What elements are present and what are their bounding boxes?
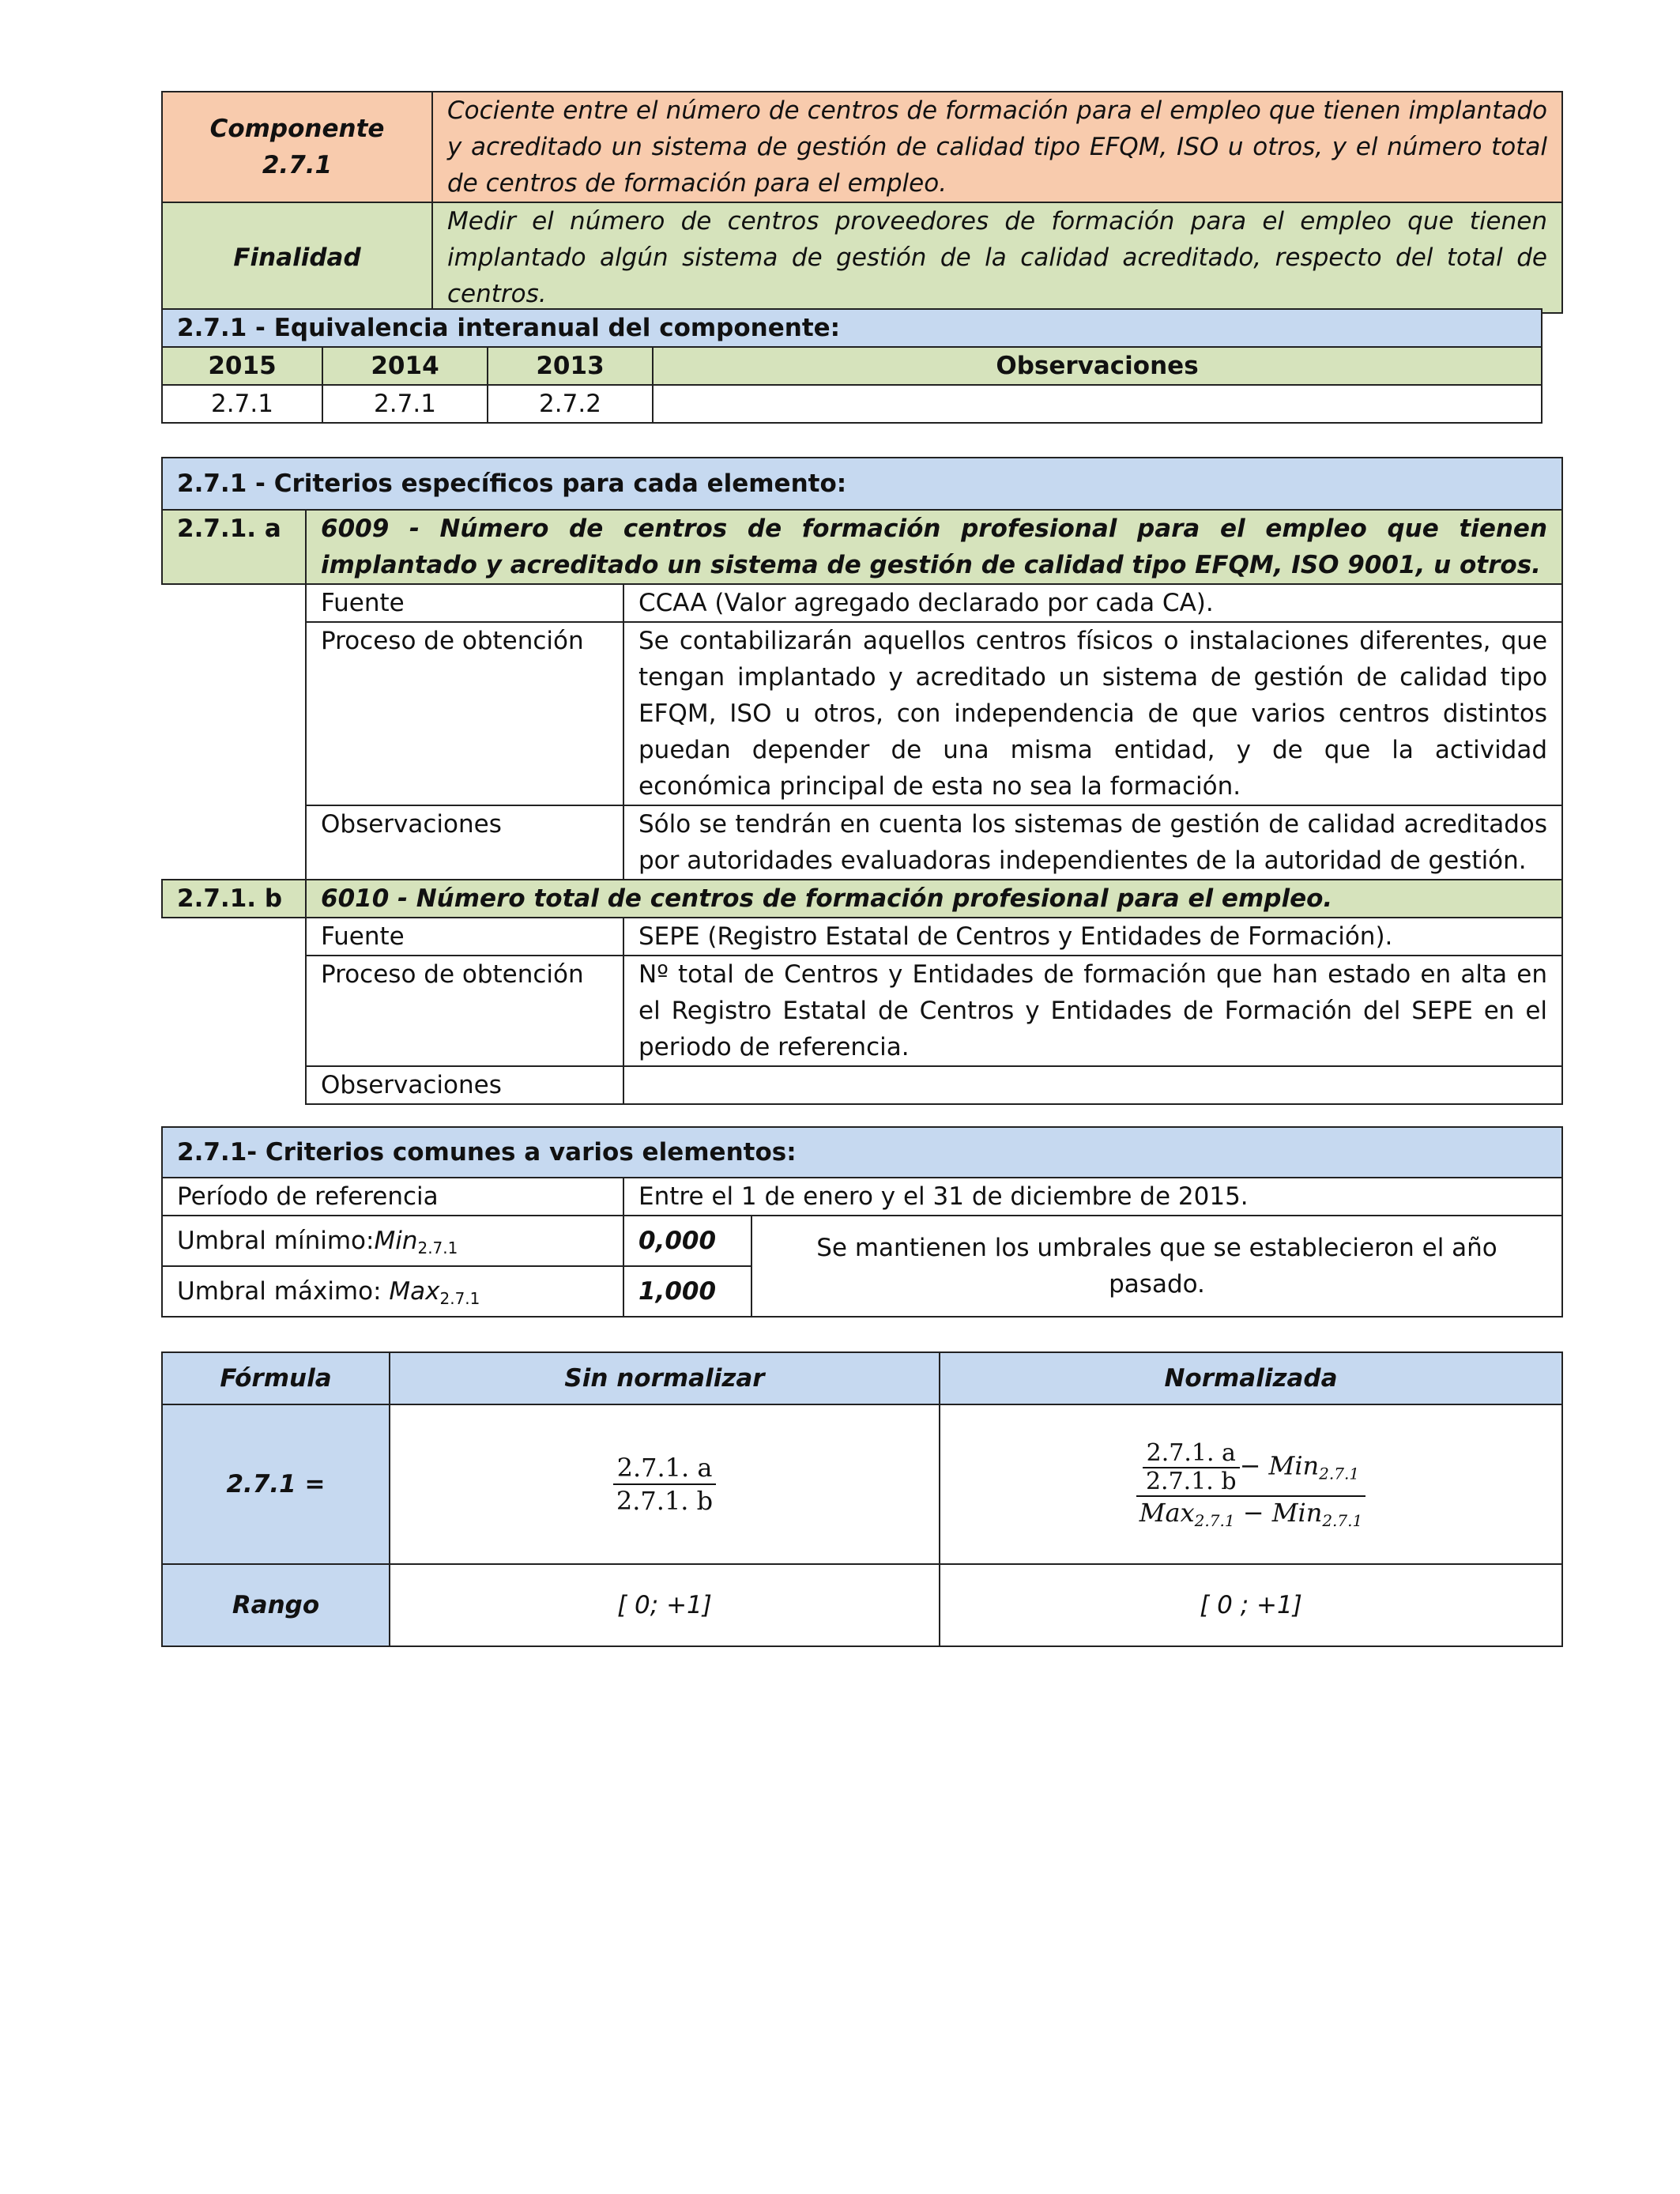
element-b-observaciones-value [623,1066,1562,1104]
normalized-den-min: − Min [1234,1498,1323,1528]
period-value: Entre el 1 de enero y el 31 de diciembre de 2015. [623,1178,1562,1216]
max-threshold-label [162,1266,623,1317]
equivalence-header-observaciones: Observaciones [653,347,1542,385]
element-a-proceso-label: Proceso de obtención [306,622,623,805]
element-a-fuente-value: CCAA (Valor agregado declarado por cada CA). [623,584,1562,622]
equivalence-header-2015: 2015 [162,347,322,385]
min-subscript: 2.7.1 [417,1238,458,1257]
criteria-table [161,457,1563,1105]
normalized-den-max-subscript: 2.7.1 [1194,1511,1235,1530]
min-label-text: Umbral mínimo: [177,1227,375,1255]
element-a-spacer [162,584,306,880]
element-b-code: 6010 [321,884,390,913]
equivalence-header-2013: 2013 [488,347,653,385]
raw-numerator: 2.7.1. a [613,1452,716,1485]
common-title: 2.7.1- Criterios comunes a varios elementos: [162,1127,1562,1178]
element-b-proceso-label: Proceso de obtención [306,956,623,1066]
element-b-title-text: - Número total de centros de formación profesional para el empleo. [389,884,1333,913]
element-a-code: 6009 [321,515,390,543]
threshold-note: Se mantienen los umbrales que se establecieron el año pasado. [751,1216,1562,1317]
element-a-proceso-value: Se contabilizarán aquellos centros físicos o instalaciones diferentes, que tengan implantado y acreditado un sistema de gestión de calidad tipo EFQM, ISO u otros, con independencia de que varios centros distintos puedan depender de una misma entidad, y de que la actividad económica principal de esta no sea la formación. [623,622,1562,805]
min-symbol: Min [374,1227,418,1255]
normalized-min-subscript: 2.7.1 [1319,1464,1360,1483]
max-threshold-value: 1,000 [623,1266,751,1317]
element-b-fuente-label: Fuente [306,918,623,956]
element-b-id: 2.7.1. b [162,880,306,918]
normalized-inner-numerator: 2.7.1. a [1143,1440,1240,1468]
raw-formula-cell [390,1404,940,1564]
component-label: Componente [209,115,385,143]
equivalence-cell-observaciones [653,385,1542,423]
normalized-formula [1136,1440,1365,1529]
element-a-title-text: - Número de centros de formación profesional para el empleo que tienen implantado y acreditado un sistema de gestión de calidad tipo EFQM, ISO 9001, u otros. [321,515,1548,579]
element-a-fuente-label: Fuente [306,584,623,622]
equivalence-title: 2.7.1 - Equivalencia interanual del componente: [162,309,1542,347]
min-threshold-value: 0,000 [623,1216,751,1266]
element-a-id: 2.7.1. a [162,510,306,584]
equivalence-cell-2013: 2.7.2 [488,385,653,423]
element-a-observaciones-label: Observaciones [306,805,623,880]
element-b-fuente-value: SEPE (Registro Estatal de Centros y Entidades de Formación). [623,918,1562,956]
component-label-cell [162,92,432,202]
raw-header: Sin normalizar [390,1352,940,1404]
purpose-label: Finalidad [162,202,432,313]
formula-header: Fórmula [162,1352,390,1404]
component-table [161,91,1563,314]
normalized-minus-min: − Min [1239,1450,1320,1481]
element-b-title [306,880,1562,918]
common-criteria-table [161,1126,1563,1318]
element-b-spacer [162,918,306,1104]
criteria-title: 2.7.1 - Criterios específicos para cada elemento: [162,458,1562,510]
max-label-text: Umbral máximo: [177,1277,390,1306]
formula-table [161,1351,1563,1647]
normalized-formula-cell [940,1404,1562,1564]
purpose-text: Medir el número de centros proveedores de formación para el empleo que tienen implantado algún sistema de gestión de la calidad acreditado, respecto del total de centros. [432,202,1562,313]
raw-denominator: 2.7.1. b [616,1486,714,1516]
range-normalized: [ 0 ; +1] [940,1564,1562,1646]
component-description: Cociente entre el número de centros de formación para el empleo que tienen implantado y acreditado un sistema de gestión de calidad tipo EFQM, ISO u otros, y el número total de centros de formación para el empleo. [432,92,1562,202]
normalized-inner-denominator: 2.7.1. b [1145,1468,1237,1495]
normalized-header: Normalizada [940,1352,1562,1404]
equivalence-cell-2015: 2.7.1 [162,385,322,423]
formula-row-label: 2.7.1 = [162,1404,390,1564]
equivalence-cell-2014: 2.7.1 [322,385,488,423]
equivalence-table [161,308,1543,424]
max-subscript: 2.7.1 [439,1289,480,1308]
max-symbol: Max [389,1277,440,1306]
normalized-numerator [1136,1440,1365,1497]
period-label: Período de referencia [162,1178,623,1216]
range-raw: [ 0; +1] [390,1564,940,1646]
equivalence-header-2014: 2014 [322,347,488,385]
element-b-proceso-value: Nº total de Centros y Entidades de formación que han estado en alta en el Registro Estatal de Centros y Entidades de Formación del SEPE en el periodo de referencia. [623,956,1562,1066]
component-number: 2.7.1 [262,151,333,179]
range-label: Rango [162,1564,390,1646]
element-a-observaciones-value: Sólo se tendrán en cuenta los sistemas de gestión de calidad acreditados por autoridades evaluadoras independientes de la autoridad de gestión. [623,805,1562,880]
normalized-den-max: Max [1139,1498,1195,1528]
normalized-den-min-subscript: 2.7.1 [1322,1511,1363,1530]
element-a-title [306,510,1562,584]
element-b-observaciones-label: Observaciones [306,1066,623,1104]
normalized-denominator [1136,1497,1365,1529]
normalized-inner-fraction [1143,1440,1240,1495]
raw-formula [613,1452,716,1517]
min-threshold-label [162,1216,623,1266]
